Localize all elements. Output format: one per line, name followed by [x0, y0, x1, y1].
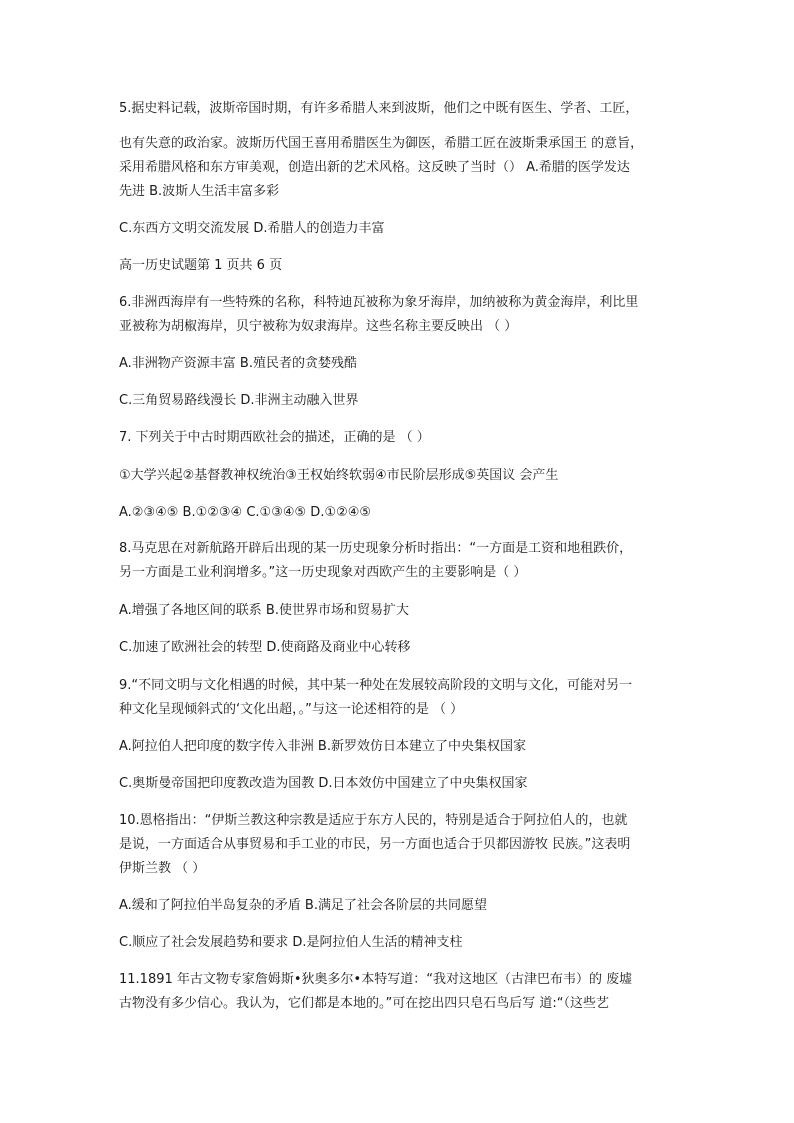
q7-line-2: ①大学兴起②基督教神权统治③王权始终软弱④市民阶层形成⑤英国议 会产生 — [119, 468, 559, 483]
q10-line-5: C.顺应了社会发展趋势和要求 D.是阿拉伯人生活的精神支柱 — [119, 935, 463, 950]
q9-line-3: A.阿拉伯人把印度的数字传入非洲 B.新罗效仿日本建立了中央集权国家 — [119, 739, 526, 754]
q5-line-2: 也有失意的政治家。波斯历代国王喜用希腊医生为御医，希腊工匠在波斯秉承国王 的意旨， — [119, 136, 644, 151]
q10-line-1: 10.恩格指出：“伊斯兰教这种宗教是适应于东方人民的，特别是适合于阿拉伯人的，也就 — [119, 813, 628, 828]
q9-line-2: 种文化呈现倾斜式的‘文化出超，。”与这一论述相符的是 （ ） — [119, 702, 464, 717]
q7-line-3: A.②③④⑤ B.①②③④ C.①③④⑤ D.①②④⑤ — [119, 505, 372, 520]
q6-line-1: 6.非洲西海岸有一些特殊的名称，科特迪瓦被称为象牙海岸，加纳被称为黄金海岸，利比里 — [119, 295, 639, 310]
q8-line-2: 另一方面是工业利润增多。”这一历史现象对西欧产生的主要影响是（ ） — [119, 565, 527, 580]
q6-line-4: C.三角贸易路线漫长 D.非洲主动融入世界 — [119, 393, 359, 408]
q9-line-1: 9.“不同文明与文化相遇的时候，其中某一种处在发展较高阶段的文明与文化，可能对另一 — [119, 678, 633, 693]
q11-line-1: 11.1891 年古文物专家詹姆斯•狄奥多尔•本特写道：“我对这地区（古津巴布韦）的 废墟 — [119, 972, 633, 987]
q10-line-4: A.缓和了阿拉伯半岛复杂的矛盾 B.满足了社会各阶层的共同愿望 — [119, 898, 487, 913]
q10-line-2: 是说，一方面适合从事贸易和手工业的市民，另一方面也适合于贝都因游牧 民族。”这表明 — [119, 837, 631, 852]
q10-line-3: 伊斯兰教 （ ） — [119, 861, 206, 876]
q5-line-1: 5.据史料记载，波斯帝国时期，有许多希腊人来到波斯，他们之中既有医生、学者、工匠， — [119, 101, 639, 116]
page-footer: 高一历史试题第 1 页共 6 页 — [119, 258, 283, 273]
q8-line-1: 8.马克思在对新航路开辟后出现的某一历史现象分析时指出：“一方面是工资和地租跌价， — [119, 541, 633, 556]
q7-line-1: 7. 下列关于中古时期西欧社会的描述，正确的是 （ ） — [119, 430, 430, 445]
q8-line-4: C.加速了欧洲社会的转型 D.使商路及商业中心转移 — [119, 640, 411, 655]
q6-line-3: A.非洲物产资源丰富 B.殖民者的贪婪残酷 — [119, 356, 357, 371]
q9-line-4: C.奥斯曼帝国把印度教改造为国教 D.日本效仿中国建立了中央集权国家 — [119, 776, 528, 791]
q8-line-3: A.增强了各地区间的联系 B.使世界市场和贸易扩大 — [119, 603, 409, 618]
q5-line-3: 采用希腊风格和东方审美观，创造出新的艺术风格。这反映了当时（） A.希腊的医学发达 — [119, 160, 630, 175]
q5-line-4: 先进 B.波斯人生活丰富多彩 — [119, 184, 280, 199]
q11-line-2: 古物没有多少信心。我认为，它们都是本地的。”可在挖出四只皂石鸟后写 道:“（这些艺 — [119, 996, 609, 1011]
q6-line-2: 亚被称为胡椒海岸，贝宁被称为奴隶海岸。这些名称主要反映出 （ ） — [119, 319, 518, 334]
q5-line-5: C.东西方文明交流发展 D.希腊人的创造力丰富 — [119, 221, 385, 236]
